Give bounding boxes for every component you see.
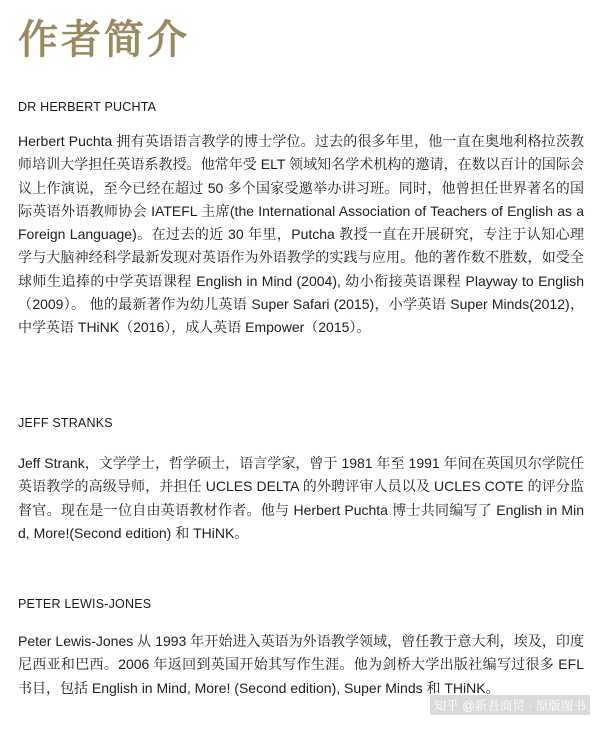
page-title: 作者简介: [18, 17, 190, 63]
author-name-puchta: DR HERBERT PUCHTA: [18, 100, 157, 114]
author-name-stranks: JEFF STRANKS: [18, 416, 113, 430]
watermark: 知乎 @新吾商贸 · 原版图书: [430, 695, 590, 715]
author-name-lewis-jones: PETER LEWIS-JONES: [18, 597, 152, 611]
author-bio-stranks: Jeff Strank，文学学士，哲学硕士，语言学家，曾于 1981 年至 1991 年间在英国贝尔学院任英语教学的高级导师，并担任 UCLES DELTA 的外聘评审人员以及 UCLES COTE 的评分监督官。现在是一位自由英语教材作者。他与 Herbert Puchta 博士共同编写了 English in Mind, More!(Second edition) 和 THiNK。: [18, 455, 584, 541]
author-bio-puchta: Herbert Puchta 拥有英语语言教学的博士学位。过去的很多年里，他一直在奥地利格拉茨教师培训大学担任英语系教授。他常年受 ELT 领域知名学术机构的邀请，在数以百计的国际会议上作演说，至今已经在超过 50 多个国家受邀举办讲习班。同时，他曾担任世界著名的国际英语外语教师协会 IATEFL 主席(the International Association of Teachers of English as a Foreign Language)。在过去的近 30 年里，Putcha 教授一直在开展研究，专注于认知心理学与大脑神经科学最新发现对英语作为外语教学的实践与应用。他的著作数不胜数，如受全球师生追捧的中学英语课程 English in Mind (2004), 幼小衔接英语课程 Playway to English（2009）。 他的最新著作为幼儿英语 Super Safari (2015)，小学英语 Super Minds(2012)，中学英语 THiNK（2016），成人英语 Empower（2015）。: [18, 133, 584, 336]
author-bio-lewis-jones: Peter Lewis-Jones 从 1993 年开始进入英语为外语教学领域，曾任教于意大利，埃及，印度尼西亚和巴西。2006 年返回到英国开始其写作生涯。他为剑桥大学出版社编写过很多 EFL 书目，包括 English in Mind, More! (Second edition), Super Minds 和 THiNK。: [18, 633, 584, 696]
